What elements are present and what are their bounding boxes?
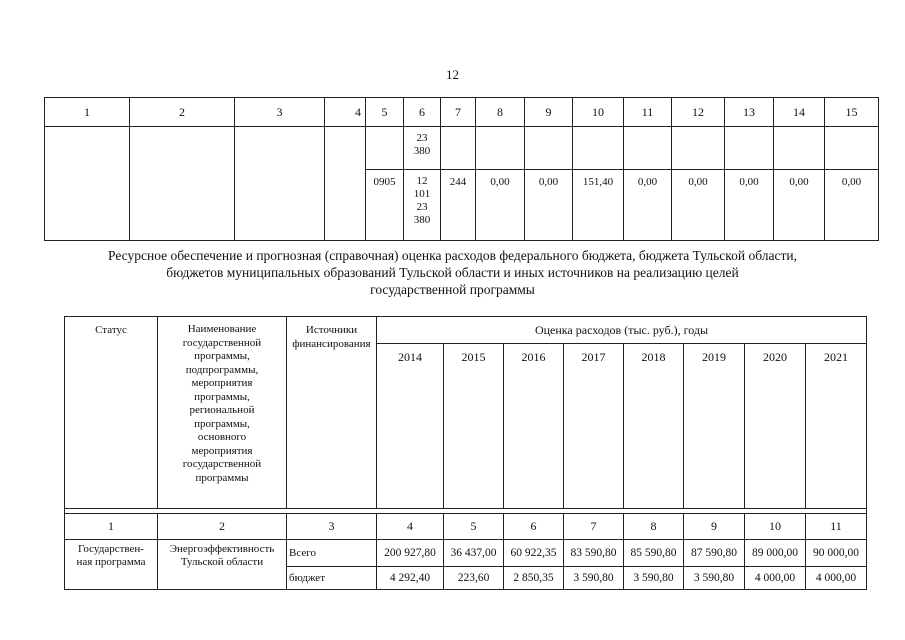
- year-header: 2017: [564, 344, 624, 509]
- table-row: [65, 540, 867, 567]
- code-cell: [404, 170, 441, 241]
- heading-line: государственной программы: [370, 282, 535, 297]
- amount-cell: 3 590,80: [564, 567, 624, 590]
- value-cell: 0,00: [476, 170, 525, 241]
- column-number: 6: [504, 514, 564, 540]
- program-name-line: Энергоэффективность: [169, 543, 275, 555]
- year-header: 2020: [745, 344, 806, 509]
- year-header: 2018: [624, 344, 684, 509]
- column-number: 15: [825, 98, 879, 127]
- column-number: 4: [377, 514, 444, 540]
- empty-cell: [672, 127, 725, 170]
- column-number-row: [65, 514, 867, 540]
- column-number: 8: [476, 98, 525, 127]
- header-line: государственной: [182, 458, 262, 470]
- value-cell: 0,00: [825, 170, 879, 241]
- header-line: мероприятия: [191, 444, 253, 457]
- column-number: 6: [404, 98, 441, 127]
- amount-cell: 60 922,35: [504, 540, 564, 567]
- amount-cell: 85 590,80: [624, 540, 684, 567]
- header-line: финансирования: [292, 338, 371, 350]
- source-header: [287, 317, 377, 509]
- year-header: 2019: [684, 344, 745, 509]
- header-line: программы,: [194, 390, 250, 403]
- column-number: 8: [624, 514, 684, 540]
- code-line: 23: [416, 201, 428, 213]
- header-line: мероприятия: [191, 377, 253, 389]
- column-number: 7: [564, 514, 624, 540]
- year-header: 2016: [504, 344, 564, 509]
- amount-cell: 4 000,00: [745, 567, 806, 590]
- amount-cell: 89 000,00: [745, 540, 806, 567]
- section-heading: [30, 247, 875, 298]
- header-line: Наименование: [187, 323, 257, 335]
- column-number: 3: [287, 514, 377, 540]
- header-line: Источники: [305, 324, 358, 336]
- empty-cell: [441, 127, 476, 170]
- amount-cell: 223,60: [444, 567, 504, 590]
- amount-cell: 200 927,80: [377, 540, 444, 567]
- empty-cell: [774, 127, 825, 170]
- amount-cell: 83 590,80: [564, 540, 624, 567]
- column-number: 10: [573, 98, 624, 127]
- amount-cell: 36 437,00: [444, 540, 504, 567]
- column-number: 5: [444, 514, 504, 540]
- header-line: региональной: [189, 404, 255, 416]
- value-cell: 0,00: [525, 170, 573, 241]
- empty-cell: [366, 127, 404, 170]
- amount-cell: 4 292,40: [377, 567, 444, 590]
- code-cell: [404, 127, 441, 170]
- column-number-row: [45, 98, 879, 127]
- amount-cell: 90 000,00: [806, 540, 867, 567]
- name-header: [158, 317, 287, 509]
- header-row: [65, 317, 867, 344]
- header-line: программы,: [194, 350, 250, 362]
- column-number: 2: [130, 98, 235, 127]
- status-cell: [65, 540, 158, 590]
- column-number: 7: [441, 98, 476, 127]
- value-cell: 0,00: [725, 170, 774, 241]
- empty-cell: [235, 127, 325, 241]
- column-number: 1: [65, 514, 158, 540]
- source-cell: бюджет: [287, 567, 377, 590]
- source-cell: Всего: [287, 540, 377, 567]
- column-number: 4: [325, 98, 366, 127]
- code-line: 23: [416, 132, 428, 144]
- empty-cell: [825, 127, 879, 170]
- year-header: 2015: [444, 344, 504, 509]
- column-number: 1: [45, 98, 130, 127]
- status-line: ная программа: [76, 556, 146, 568]
- column-number: 13: [725, 98, 774, 127]
- empty-cell: [624, 127, 672, 170]
- header-line: подпрограммы,: [185, 363, 259, 376]
- header-line: государственной: [182, 336, 262, 349]
- column-number: 9: [684, 514, 745, 540]
- header-line: основного: [197, 431, 247, 443]
- empty-cell: [130, 127, 235, 241]
- column-number: 2: [158, 514, 287, 540]
- code-line: 101: [413, 188, 431, 200]
- empty-cell: [45, 127, 130, 241]
- status-line: Государствен-: [78, 543, 144, 555]
- empty-cell: [525, 127, 573, 170]
- year-header: 2021: [806, 344, 867, 509]
- value-cell: 0,00: [774, 170, 825, 241]
- code-line: 380: [413, 214, 431, 226]
- column-number: 10: [745, 514, 806, 540]
- estimate-header: Оценка расходов (тыс. руб.), годы: [377, 317, 867, 344]
- column-number: 3: [235, 98, 325, 127]
- program-name-cell: [158, 540, 287, 590]
- amount-cell: 3 590,80: [624, 567, 684, 590]
- value-cell: 0,00: [624, 170, 672, 241]
- column-number: 11: [806, 514, 867, 540]
- header-line: программы,: [194, 417, 250, 430]
- column-number: 5: [366, 98, 404, 127]
- column-number: 14: [774, 98, 825, 127]
- value-cell: 151,40: [573, 170, 624, 241]
- resource-table: [64, 316, 867, 590]
- page-number: 12: [446, 67, 459, 82]
- code-cell: 0905: [366, 170, 404, 241]
- program-name-line: Тульской области: [180, 556, 264, 568]
- column-number: 12: [672, 98, 725, 127]
- column-number: 11: [624, 98, 672, 127]
- empty-cell: [476, 127, 525, 170]
- continuation-table: [44, 97, 879, 241]
- empty-cell: [573, 127, 624, 170]
- amount-cell: 4 000,00: [806, 567, 867, 590]
- amount-cell: 87 590,80: [684, 540, 745, 567]
- value-cell: 0,00: [672, 170, 725, 241]
- status-header: Статус: [65, 317, 158, 509]
- empty-cell: [725, 127, 774, 170]
- heading-line: Ресурсное обеспечение и прогнозная (справочная) оценка расходов федерального бюджета, бюджета Тульской области,: [108, 248, 797, 263]
- code-line: 12: [416, 175, 428, 187]
- code-cell: 244: [441, 170, 476, 241]
- amount-cell: 2 850,35: [504, 567, 564, 590]
- year-header: 2014: [377, 344, 444, 509]
- code-line: 380: [413, 145, 431, 157]
- empty-cell: [325, 127, 366, 241]
- amount-cell: 3 590,80: [684, 567, 745, 590]
- header-line: программы: [195, 471, 249, 484]
- table-row: [45, 127, 879, 170]
- column-number: 9: [525, 98, 573, 127]
- heading-line: бюджетов муниципальных образований Тульской области и иных источников на реализацию целей: [166, 265, 739, 280]
